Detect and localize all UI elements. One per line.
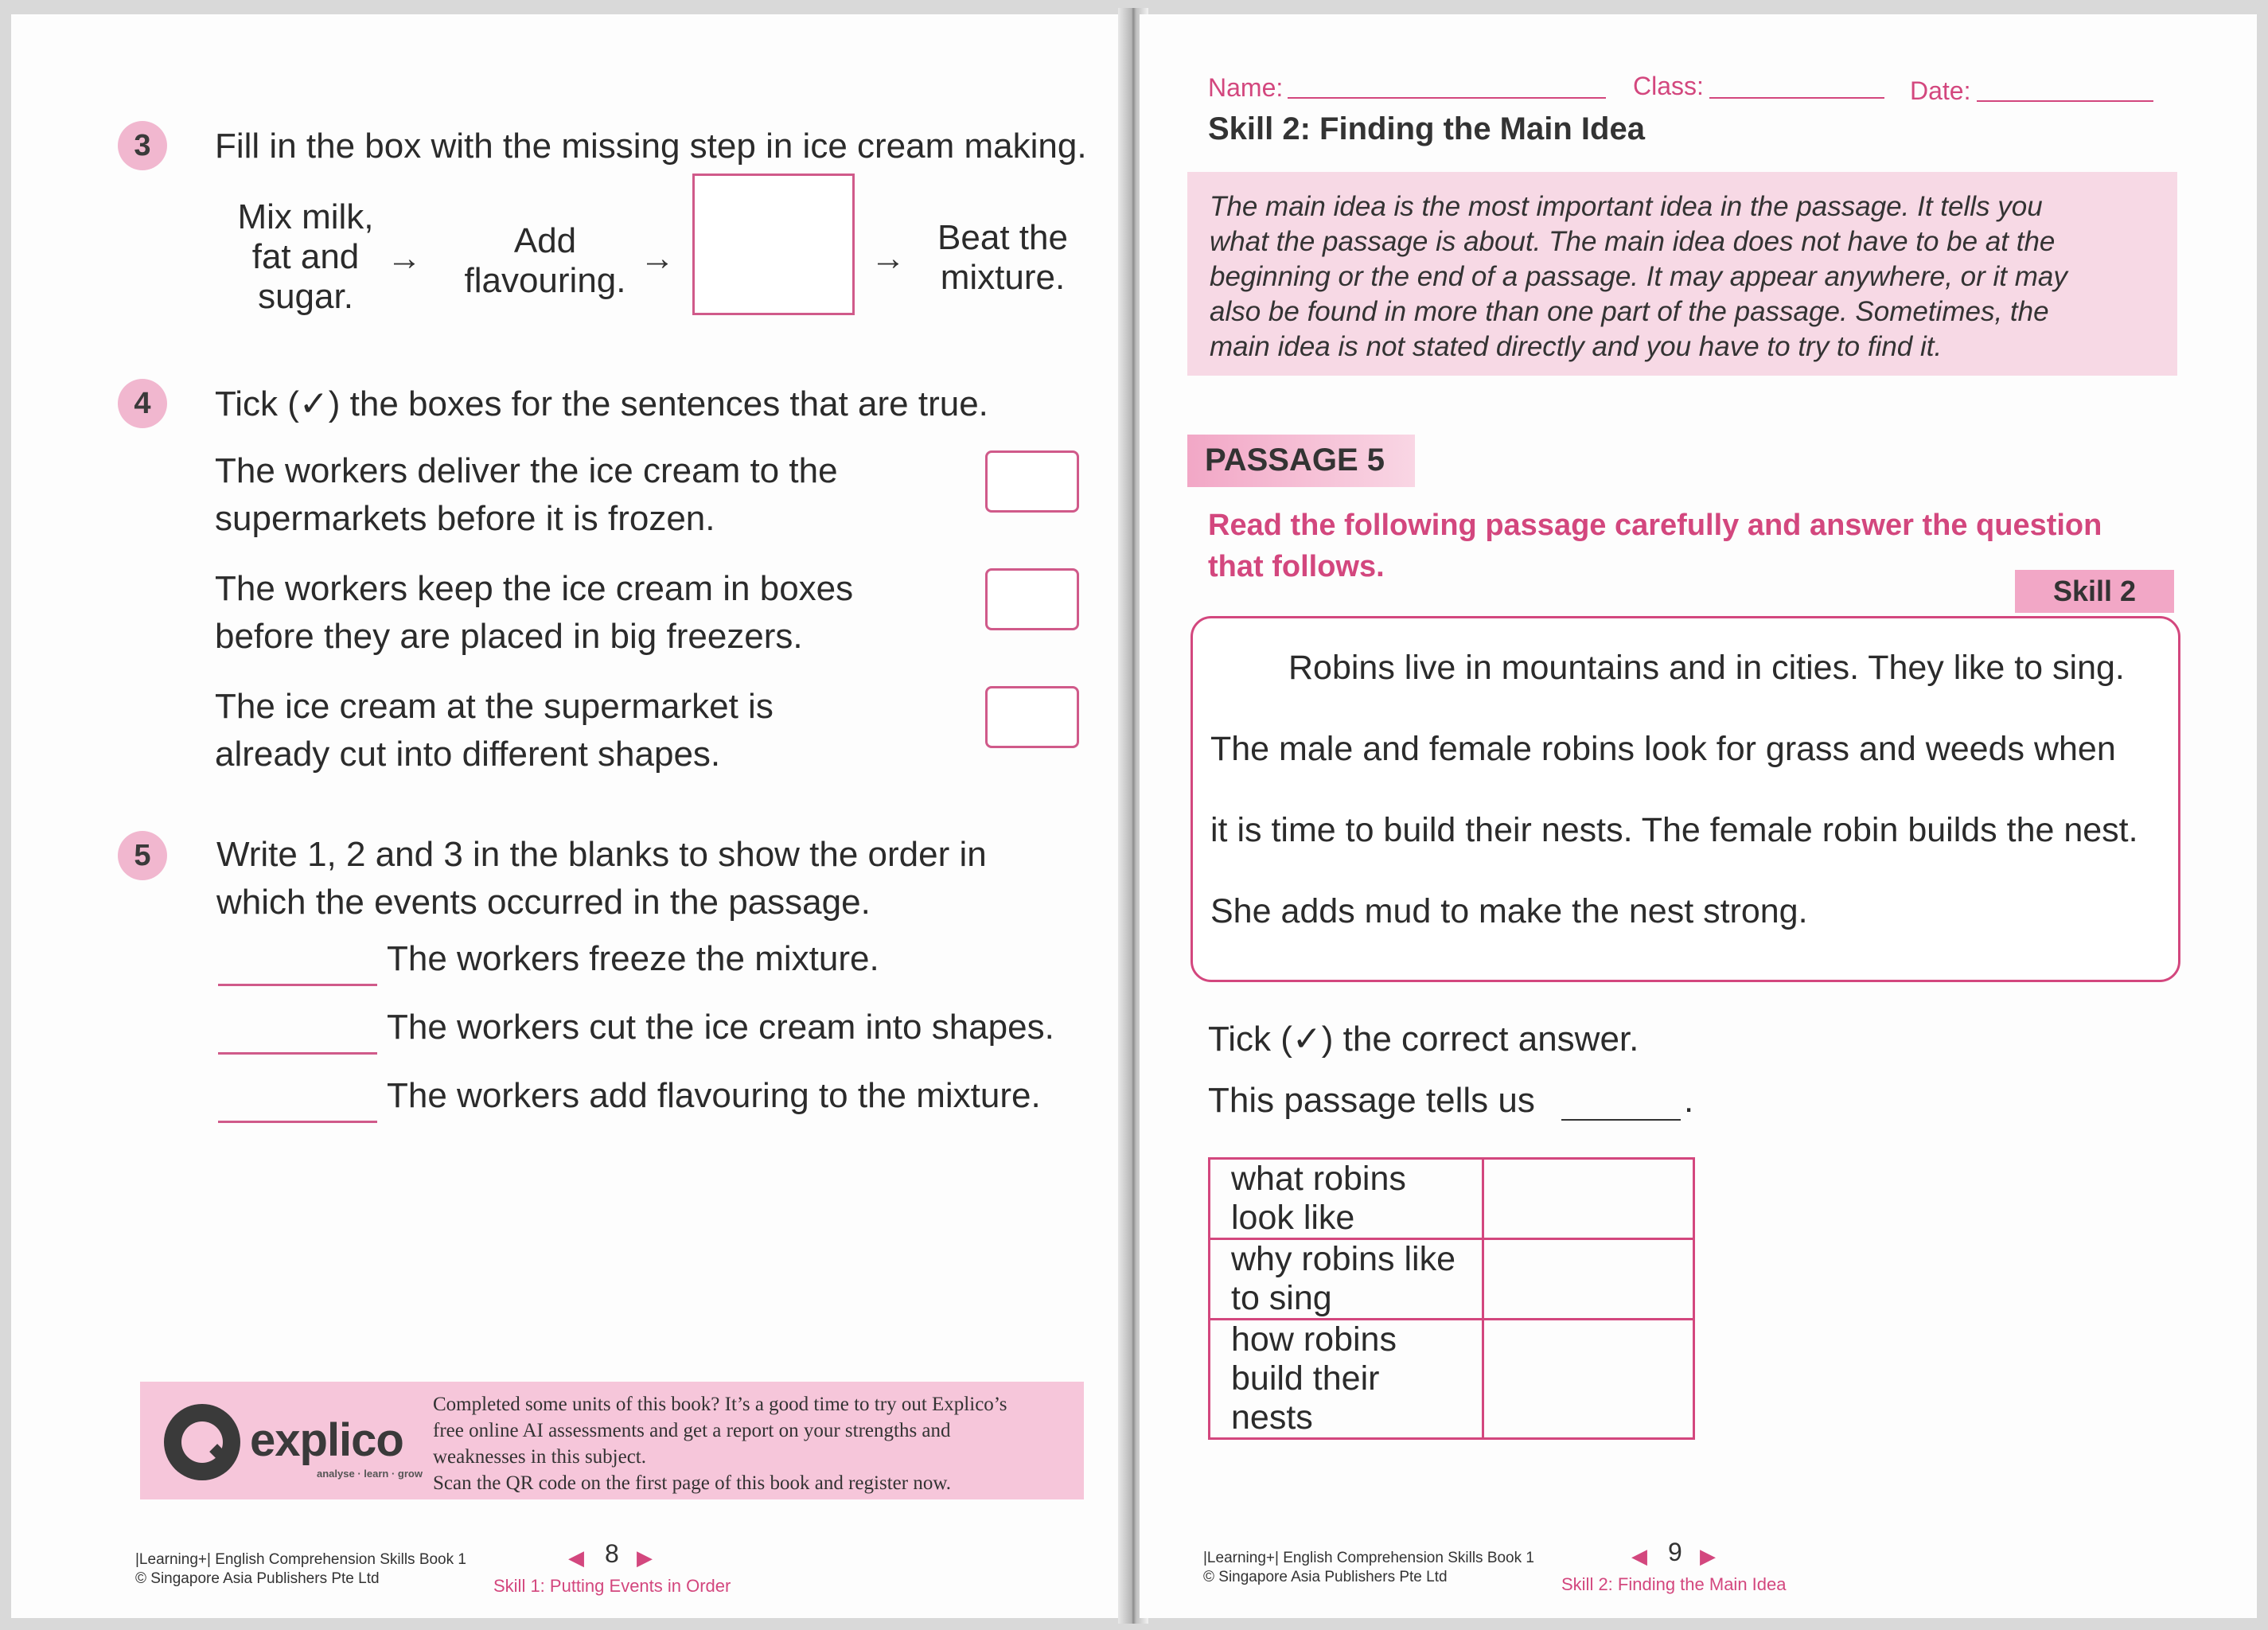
arrow-icon: →: [871, 239, 906, 278]
passage-label-text: PASSAGE 5: [1205, 443, 1385, 478]
explico-logo-icon: [164, 1404, 240, 1480]
option-tick-box[interactable]: [1483, 1159, 1694, 1239]
flow-step-mix: [210, 197, 401, 317]
passage-line-3: it is time to build their nests. The female robin builds the nest.: [1210, 811, 2138, 849]
flow-step-mix-line1: Mix milk,: [237, 197, 374, 236]
dino-icon: ▶: [637, 1546, 653, 1570]
order-event-2: The workers cut the ice cream into shapes.: [387, 1008, 1054, 1047]
order-blank-2[interactable]: [218, 1052, 377, 1055]
question-number-3: 3: [118, 121, 167, 170]
ad-line-4: Scan the QR code on the first page of this book and register now.: [433, 1472, 952, 1494]
footer-publisher: © Singapore Asia Publishers Pte Ltd: [1203, 1569, 1448, 1585]
ad-line-1: Completed some units of this book? It’s a good time to try out Explico’s: [433, 1394, 1007, 1415]
footer-book-info: [1203, 1549, 1534, 1587]
arrow-icon: →: [387, 239, 422, 278]
q4-statement-2-line2: before they are placed in big freezers.: [215, 617, 803, 656]
option-label: what robins look like: [1210, 1159, 1483, 1239]
q5-prompt-line2: which the events occurred in the passage.: [216, 883, 871, 922]
instruction-line-2: that follows.: [1208, 550, 1385, 583]
missing-step-box[interactable]: [692, 174, 855, 315]
dino-icon: ◀: [568, 1546, 584, 1570]
dino-icon: ▶: [1700, 1544, 1716, 1568]
q4-statement-1-line2: supermarkets before it is frozen.: [215, 499, 715, 538]
name-field[interactable]: [1288, 97, 1606, 99]
tick-box-1[interactable]: [985, 450, 1079, 513]
info-line-3: beginning or the end of a passage. It may appear anywhere, or it may: [1210, 261, 2067, 292]
instruction-line-1: Read the following passage carefully and answer the question: [1208, 509, 2102, 542]
name-label: Name:: [1208, 73, 1284, 102]
q5-prompt: [216, 831, 987, 926]
q5-prompt-line1: Write 1, 2 and 3 in the blanks to show the order in: [216, 835, 987, 874]
flow-step-flavour-line1: Add: [513, 221, 577, 260]
order-blank-3[interactable]: [218, 1121, 377, 1123]
flow-step-flavour: [446, 221, 645, 301]
answer-table: [1208, 1157, 1695, 1440]
passage-label: [1187, 435, 1415, 487]
explico-ad-banner: [140, 1382, 1084, 1499]
flow-step-beat-line2: mixture.: [940, 258, 1066, 297]
q4-prompt: Tick (✓) the boxes for the sentences that are true.: [215, 384, 988, 423]
passage-line-2: The male and female robins look for grass and weeds when: [1210, 730, 2116, 768]
table-row: [1210, 1320, 1694, 1439]
question-stem: This passage tells us: [1208, 1081, 1535, 1120]
info-line-2: what the passage is about. The main idea does not have to be at the: [1210, 226, 2056, 257]
order-event-3: The workers add flavouring to the mixture.: [387, 1076, 1041, 1115]
q4-statement-3-line2: already cut into different shapes.: [215, 735, 721, 774]
date-label: Date:: [1910, 76, 1971, 105]
info-line-4: also be found in more than one part of the passage. Sometimes, the: [1210, 296, 2049, 327]
table-row: [1210, 1159, 1694, 1239]
page-number: 9: [1668, 1538, 1682, 1566]
ad-line-3: weaknesses in this subject.: [433, 1446, 647, 1468]
info-line-1: The main idea is the most important idea in the passage. It tells you: [1210, 191, 2043, 222]
explico-brand: explico: [250, 1414, 403, 1466]
skill-badge: [2015, 570, 2174, 613]
q4-statement-3-line1: The ice cream at the supermarket is: [215, 687, 774, 726]
flow-step-mix-line2: fat and: [251, 237, 360, 276]
option-label: why robins like to sing: [1210, 1239, 1483, 1320]
q4-statement-1: [215, 447, 838, 543]
question-instruction: Tick (✓) the correct answer.: [1208, 1020, 1639, 1059]
q4-statement-2: [215, 565, 853, 661]
dino-icon: ◀: [1631, 1544, 1647, 1568]
skill-badge-text: Skill 2: [2052, 575, 2137, 607]
option-tick-box[interactable]: [1483, 1320, 1694, 1439]
arrow-icon: →: [640, 239, 675, 278]
left-page: [11, 14, 1124, 1618]
q4-statement-3: [215, 683, 774, 778]
flow-step-flavour-line2: flavouring.: [464, 261, 626, 300]
date-field[interactable]: [1977, 100, 2153, 102]
passage-box: [1191, 616, 2180, 982]
option-label: how robins build their nests: [1210, 1320, 1483, 1439]
order-blank-1[interactable]: [218, 984, 377, 986]
table-row: [1210, 1239, 1694, 1320]
footer-skill-title: Skill 2: Finding the Main Idea: [1561, 1574, 1787, 1594]
passage-line-4: She adds mud to make the nest strong.: [1210, 892, 1808, 930]
footer-book-title: |Learning+| English Comprehension Skills Book 1: [1203, 1550, 1534, 1566]
explico-tagline: analyse · learn · grow: [317, 1468, 423, 1480]
passage-line-1: Robins live in mountains and in cities. They like to sing.: [1288, 649, 2125, 687]
tick-box-2[interactable]: [985, 568, 1079, 630]
flow-step-beat: [923, 218, 1082, 298]
question-stem-period: .: [1684, 1081, 1694, 1120]
question-stem-blank: [1561, 1119, 1681, 1121]
main-idea-info-text: [1210, 189, 2165, 365]
flow-step-mix-line3: sugar.: [258, 277, 353, 316]
q4-statement-2-line1: The workers keep the ice cream in boxes: [215, 569, 854, 608]
q4-statement-1-line1: The workers deliver the ice cream to the: [215, 451, 838, 490]
right-page: [1140, 14, 2257, 1618]
footer-book-title: |Learning+| English Comprehension Skills Book 1: [135, 1551, 466, 1568]
footer-book-info: [135, 1550, 466, 1589]
page-number: 8: [605, 1539, 619, 1568]
footer-publisher: © Singapore Asia Publishers Pte Ltd: [135, 1570, 380, 1587]
option-tick-box[interactable]: [1483, 1239, 1694, 1320]
question-number-5: 5: [118, 831, 167, 880]
ad-text: [433, 1391, 1070, 1496]
order-event-1: The workers freeze the mixture.: [387, 939, 879, 978]
flow-step-beat-line1: Beat the: [937, 218, 1068, 257]
info-line-5: main idea is not stated directly and you have to try to find it.: [1210, 331, 1943, 362]
class-field[interactable]: [1709, 97, 1884, 99]
tick-box-3[interactable]: [985, 686, 1079, 748]
ad-line-2: free online AI assessments and get a report on your strengths and: [433, 1420, 951, 1441]
footer-skill-title: Skill 1: Putting Events in Order: [493, 1576, 731, 1596]
question-number-4: 4: [118, 379, 167, 428]
main-idea-info-box: [1187, 172, 2177, 376]
class-label: Class:: [1633, 72, 1704, 100]
q3-prompt: Fill in the box with the missing step in ice cream making.: [215, 127, 1087, 166]
skill-title: Skill 2: Finding the Main Idea: [1208, 111, 1645, 146]
